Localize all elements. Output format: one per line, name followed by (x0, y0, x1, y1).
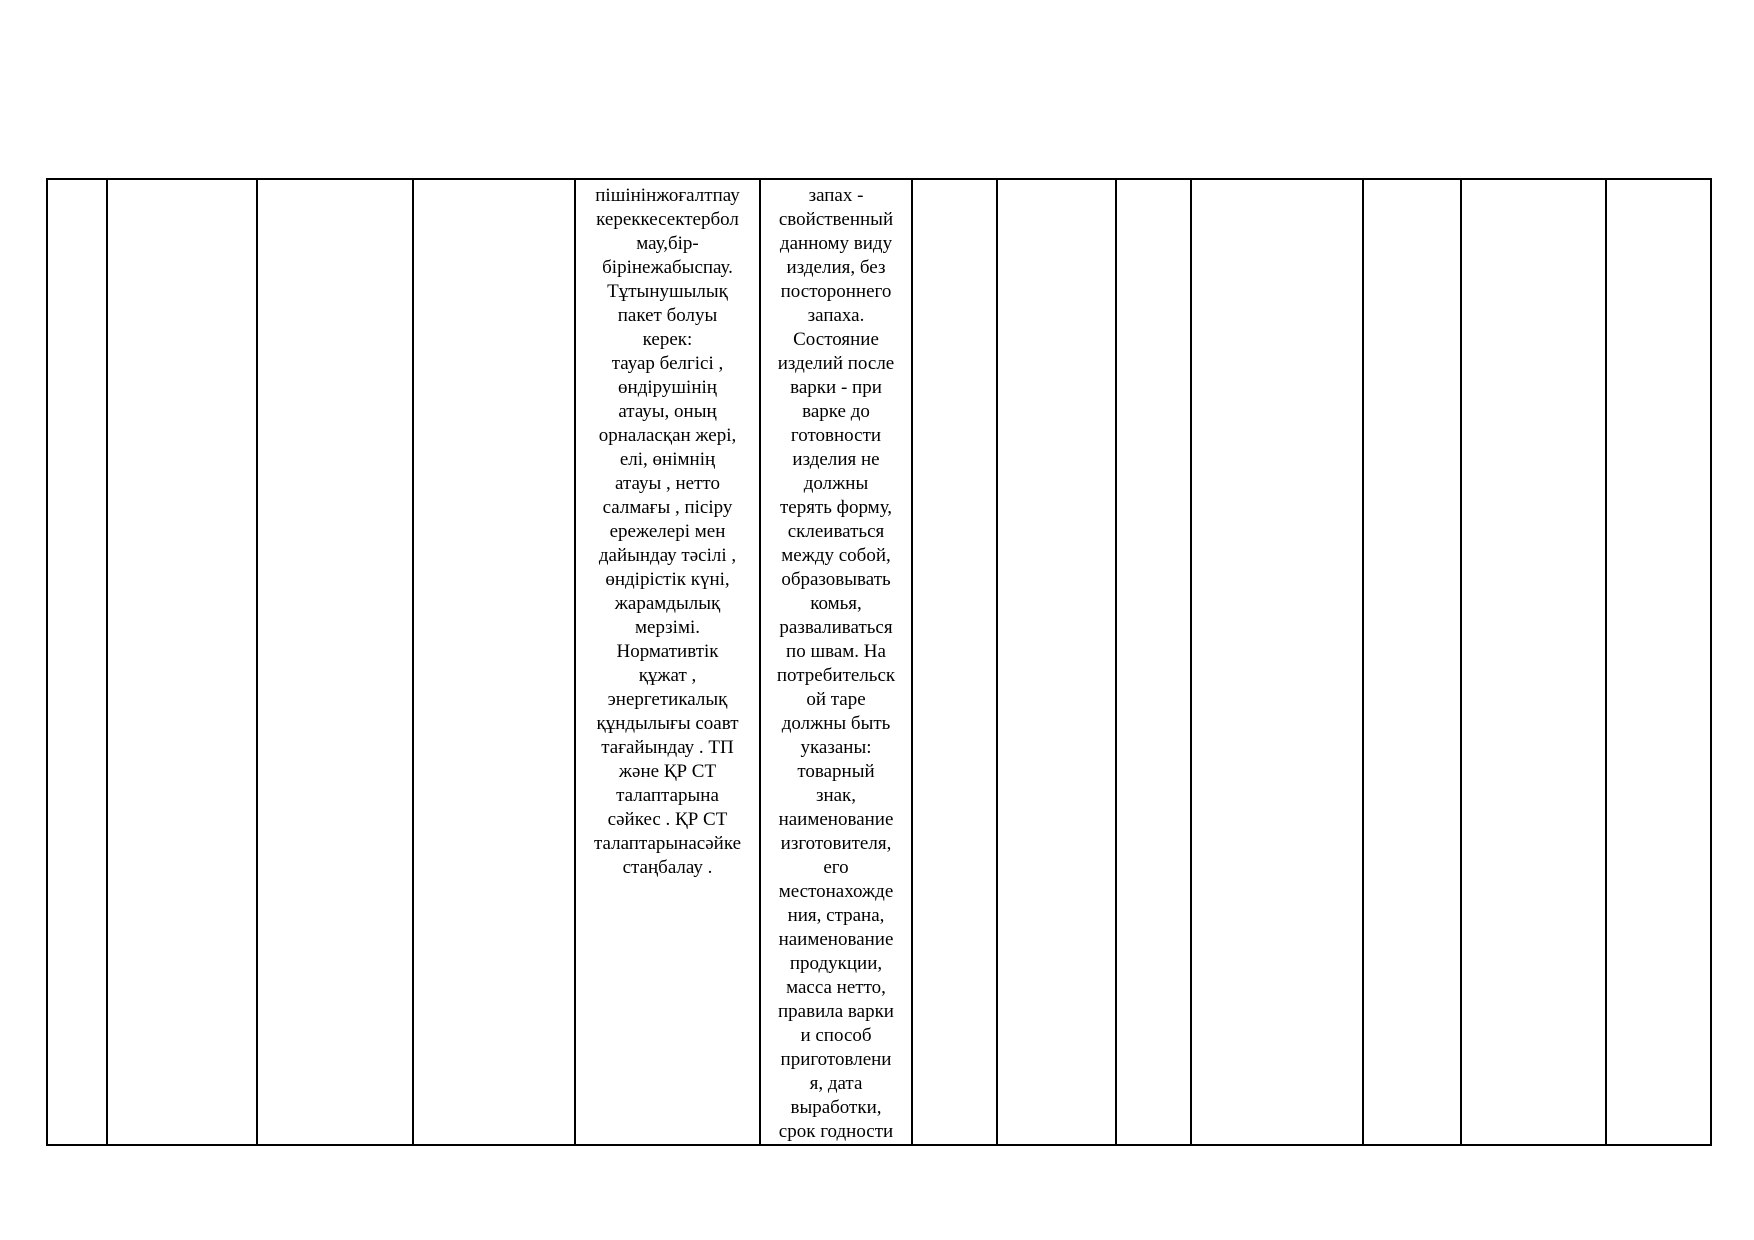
table-cell-11 (1363, 179, 1461, 1145)
cell-text-11 (1364, 180, 1460, 184)
table-row (47, 179, 1711, 1145)
table-cell-4 (413, 179, 575, 1145)
cell-text-7 (913, 180, 996, 184)
table-cell-russian-requirements (760, 179, 912, 1145)
table-cell-13 (1606, 179, 1711, 1145)
cell-text-10 (1192, 180, 1362, 184)
cell-text-3 (258, 180, 412, 184)
table-cell-12 (1461, 179, 1606, 1145)
cell-text-13 (1607, 180, 1710, 184)
table-cell-2 (107, 179, 257, 1145)
cell-text-4 (414, 180, 574, 184)
cell-text-9 (1117, 180, 1190, 184)
table-cell-3 (257, 179, 413, 1145)
table-cell-8 (997, 179, 1116, 1145)
document-table (46, 178, 1712, 1146)
cell-text-2 (108, 180, 256, 184)
table-cell-10 (1191, 179, 1363, 1145)
table-cell-kazakh-requirements (575, 179, 760, 1145)
cell-text-kazakh-requirements: пішінінжоғалтпау кереккесектербол мау,бір- бірінежабыспау. Тұтынушылық пакет болуы керек: тауар белгісі , өндірушінің атауы, оның орналасқан жері, елі, өнімнің атауы , нетто салмағы , пісіру ережелері мен дайындау тәсілі , өндірістік күні, жарамдылық мерзімі. Нормативтік құжат , энергетикалық құндылығы соавт тағайындау . ТП және ҚР СТ талаптарына сәйкес . ҚР СТ талаптарынасәйке стаңбалау . (593, 185, 742, 878)
cell-text-12 (1462, 180, 1605, 184)
table-cell-7 (912, 179, 997, 1145)
table-cell-1 (47, 179, 107, 1145)
cell-text-1 (48, 180, 106, 184)
table-cell-9 (1116, 179, 1191, 1145)
cell-text-8 (998, 180, 1115, 184)
cell-text-russian-requirements: запах - свойственный данному виду изделия, без постороннего запаха. Состояние изделий после варки - при варке до готовности изделия не должны терять форму, склеиваться между собой, образовывать комья, разваливаться по швам. На потребительск ой таре должны быть указаны: товарный знак, наименование изготовителя, его местонахожде ния, страна, наименование продукции, масса нетто, правила варки и способ приготовлени я, дата выработки, срок годности (776, 185, 896, 1142)
